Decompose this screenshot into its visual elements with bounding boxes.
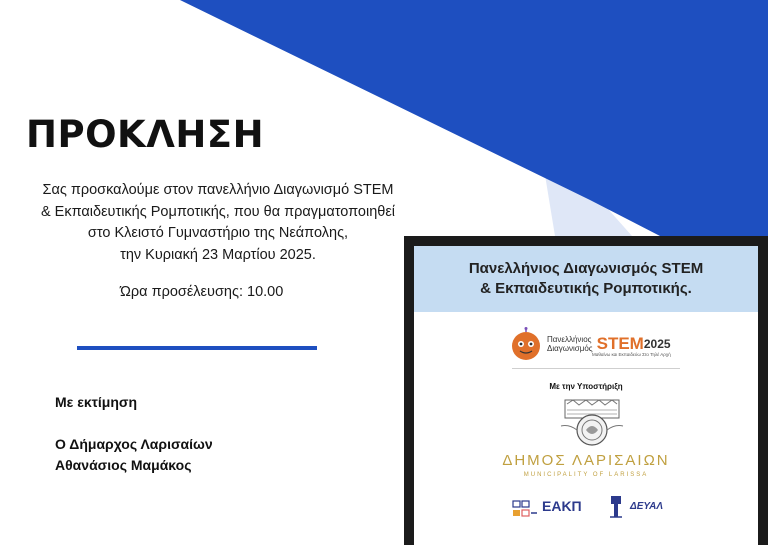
stem-competition-logo (509, 324, 671, 364)
logo-stem: STEM (596, 334, 644, 353)
closing-text: Με εκτίμηση (55, 394, 138, 410)
deya-label: ΔΕΥΑΛ (630, 501, 664, 512)
poster-divider (512, 368, 680, 369)
event-poster (404, 236, 768, 545)
poster-header (414, 246, 758, 312)
arrival-time: Ώρα προσέλευσης: 10.00 (120, 284, 284, 300)
invitation-body (18, 180, 418, 266)
water-tower-icon (608, 494, 624, 518)
logo-text-line: Πανελλήνιος (547, 335, 592, 344)
municipality-name: ΔΗΜΟΣ ΛΑΡΙΣΑΙΩΝ (502, 452, 670, 469)
signatory-title: Ο Δήμαρχος Λαρισαίων (55, 436, 213, 452)
eakp-logo-icon (512, 500, 538, 518)
poster-content (414, 246, 758, 545)
body-line: στο Κλειστό Γυμναστήριο της Νεάπολης, (87, 225, 349, 241)
logo-text-line: Διαγωνισμός (547, 344, 593, 353)
poster-header-line: Πανελλήνιος Διαγωνισμός STEM (468, 260, 704, 277)
municipality-emblem-icon (559, 396, 625, 450)
robot-mascot-icon (509, 327, 543, 361)
poster-header-line: & Εκπαιδευτικής Ρομποτικής. (480, 280, 692, 297)
body-line: & Εκπαιδευτικής Ρομποτικής, που θα πραγματοποιηθεί (40, 203, 396, 220)
divider-line (77, 346, 317, 350)
signatory-name: Αθανάσιος Μαμάκος (55, 457, 192, 473)
body-line: Σας προσκαλούμε στον πανελλήνιο Διαγωνισμό STEM (42, 182, 394, 198)
logo-subtitle: Μαθαίνω και Εκπαιδεύω Στο Τηλέ Αρχή (592, 352, 671, 357)
municipality-english: MUNICIPALITY OF LARISSA (523, 472, 649, 478)
logo-text (547, 335, 593, 353)
invitation-title: ΠΡΟΚΛΗΣΗ (26, 113, 265, 156)
eakp-label: ΕΑΚΠ (542, 498, 582, 514)
body-line: την Κυριακή 23 Μαρτίου 2025. (120, 246, 316, 263)
logo-year: 2025 (643, 337, 671, 351)
support-label: Με την Υποστήριξη (549, 382, 623, 391)
